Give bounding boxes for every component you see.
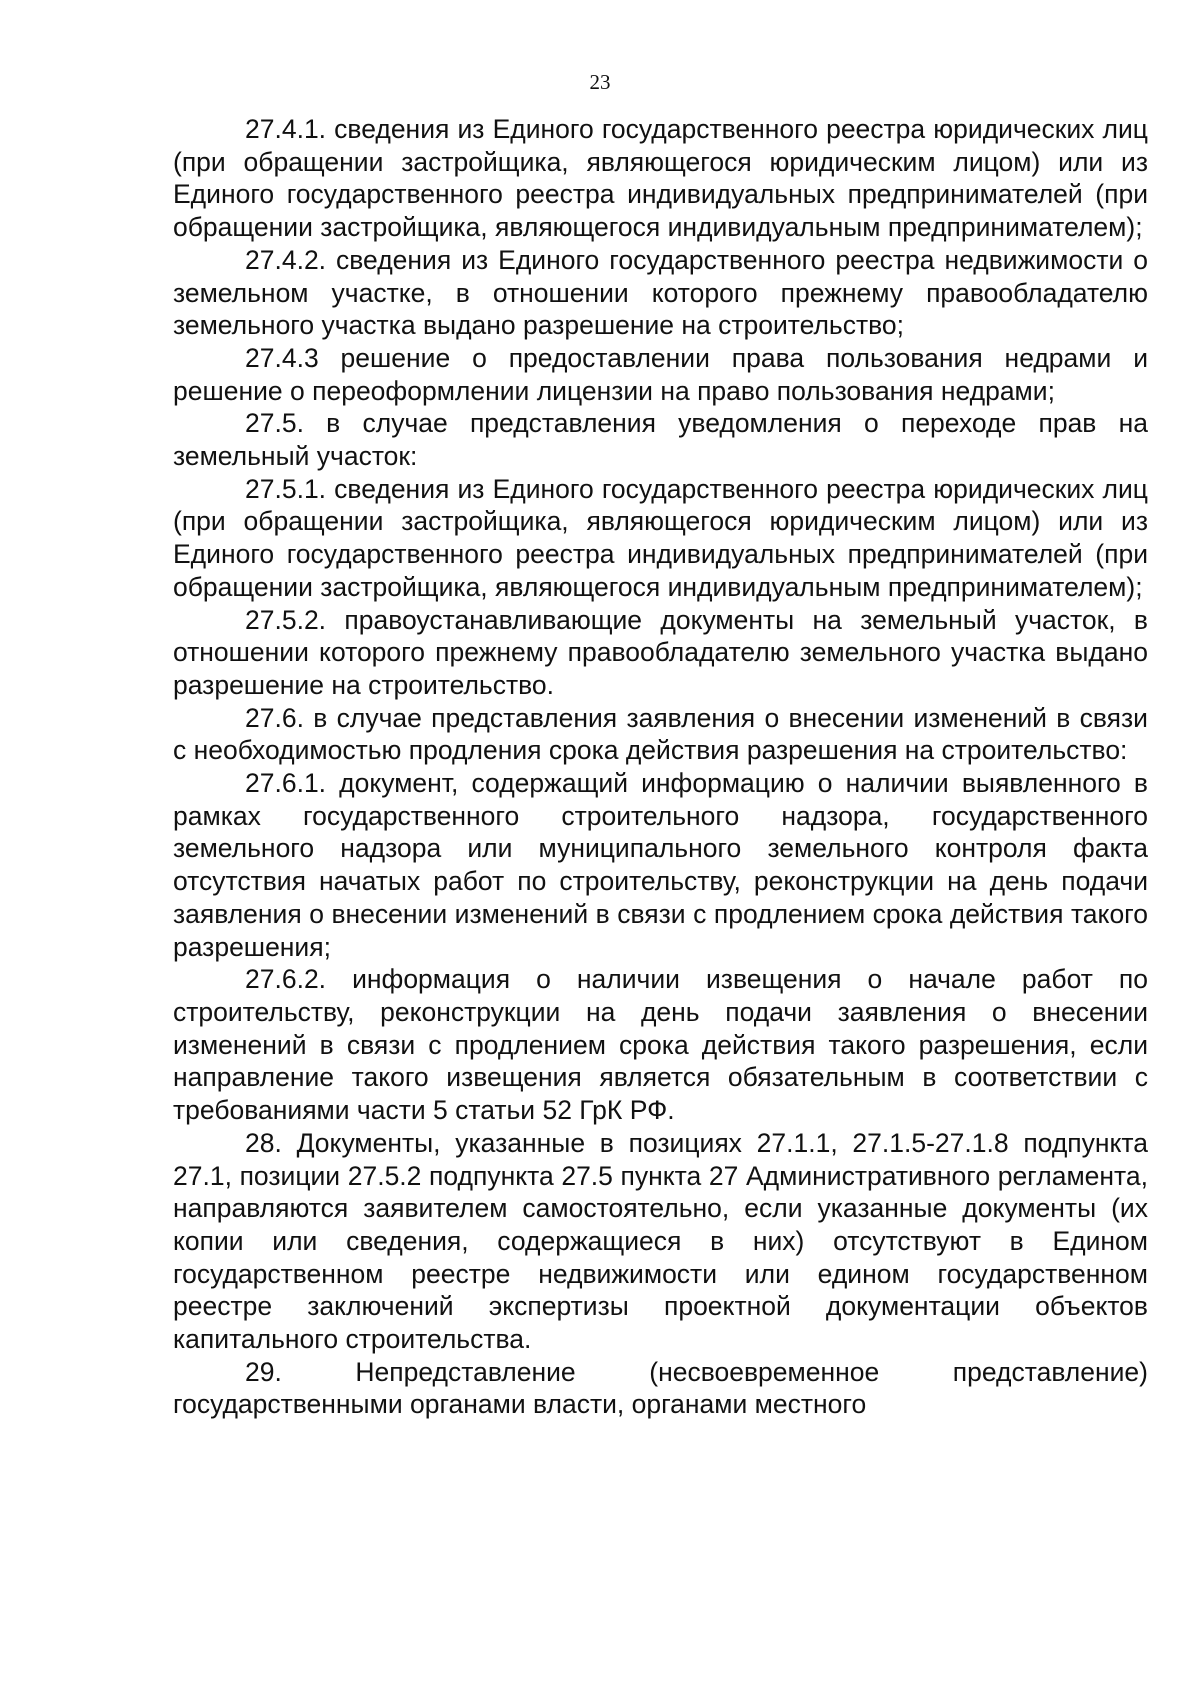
paragraph-27-4-2: 27.4.2. сведения из Единого государственного реестра недвижимости о земельном участке, в отношении которого прежнему правообладателю земельного участка выдано разрешение на строительство; xyxy=(173,244,1148,341)
paragraph-27-6: 27.6. в случае представления заявления о внесении изменений в связи с необходимостью продления срока действия разрешения на строительство: xyxy=(173,702,1148,766)
paragraph-29: 29. Непредставление (несвоевременное представление) государственными органами власти, органами местного xyxy=(173,1356,1148,1420)
page-number: 23 xyxy=(589,70,611,94)
paragraph-27-4-1: 27.4.1. сведения из Единого государственного реестра юридических лиц (при обращении застройщика, являющегося юридическим лицом) или из Единого государственного реестра индивидуальных предпринимателей (при обращении застройщика, являющегося индивидуальным предпринимателем); xyxy=(173,114,1148,243)
paragraph-27-5: 27.5. в случае представления уведомления о переходе прав на земельный участок: xyxy=(173,408,1148,472)
paragraph-27-6-2: 27.6.2. информация о наличии извещения о начале работ по строительству, реконструкции на день подачи заявления о внесении изменений в связи с продлением срока действия такого разрешения, если направление такого извещения является обязательным в соответствии с требованиями части 5 статьи 52 ГрК РФ. xyxy=(173,964,1148,1126)
paragraph-27-6-1: 27.6.1. документ, содержащий информацию о наличии выявленного в рамках государственного строительного надзора, государственного земельного надзора или муниципального земельного контроля факта отсутствия начатых работ по строительству, реконструкции на день подачи заявления о внесении изменений в связи с продлением срока действия такого разрешения; xyxy=(173,768,1148,962)
paragraph-27-5-2: 27.5.2. правоустанавливающие документы на земельный участок, в отношении которого прежнему правообладателю земельного участка выдано разрешение на строительство. xyxy=(173,604,1148,700)
paragraph-28: 28. Документы, указанные в позициях 27.1.1, 27.1.5-27.1.8 подпункта 27.1, позиции 27.5.2 подпункта 27.5 пункта 27 Административного регламента, направляются заявителем самостоятельно, если указанные документы (их копии или сведения, содержащиеся в них) отсутствуют в Едином государственном реестре недвижимости или едином государственном реестре заключений экспертизы проектной документации объектов капитального строительства. xyxy=(173,1127,1148,1355)
paragraph-27-5-1: 27.5.1. сведения из Единого государственного реестра юридических лиц (при обращении застройщика, являющегося юридическим лицом) или из Единого государственного реестра индивидуальных предпринимателей (при обращении застройщика, являющегося индивидуальным предпринимателем); xyxy=(173,473,1148,602)
paragraph-27-4-3: 27.4.3 решение о предоставлении права пользования недрами и решение о переоформлении лицензии на право пользования недрами; xyxy=(173,342,1148,406)
document-body xyxy=(173,113,1148,1421)
